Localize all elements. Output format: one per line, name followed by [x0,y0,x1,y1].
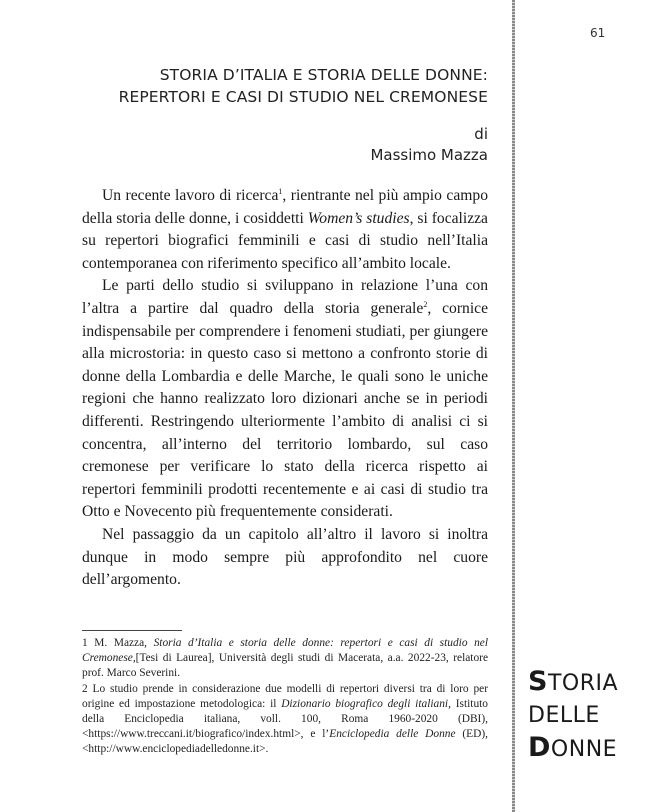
paragraph-3: Nel passaggio da un capitolo all’altro il lavoro si inoltra dunque in modo sempre più approfondito nel cuore dell’argomento. [82,525,488,589]
page-number: 61 [590,26,606,40]
article-title-line-1: STORIA D’ITALIA E STORIA DELLE DONNE: [159,66,488,84]
byline [80,124,488,166]
footnote-separator [82,630,182,631]
article-title-line-2: REPERTORI E CASI DI STUDIO NEL CREMONESE [118,88,488,106]
article-body [82,185,488,592]
footnote-ref-1[interactable]: 1 [278,186,283,196]
logo-line-2: DELLE [528,703,600,728]
page-edge-rule [512,0,515,812]
logo-line-1: STORIA [528,666,619,697]
byline-di: di [474,125,488,143]
footnote-1: 1 M. Mazza, Storia d’Italia e storia delle donne: repertori e casi di studio nel Cremonese,[Tesi di Laurea], Università degli studi di Macerata, a.a. 2022-23, relatore prof. Marco Severini. [82,637,489,680]
logo-line-3: DONNE [528,732,618,763]
paragraph-1: Un recente lavoro di ricerca$^1$, rientrante nel più ampio campo della storia delle donne, i cosiddetti Women’s studies, si focalizza su repertori biografici femminili e casi di studio nell’Italia contemporanea con riferimento specifico all’ambito locale. [82,186,488,272]
footnotes [82,636,488,758]
footnote-ref-2[interactable]: 2 [423,299,428,309]
author-name: Massimo Mazza [370,146,488,164]
footnote-2: 2 Lo studio prende in considerazione due modelli di repertori diversi tra di loro per origine ed impostazione metodologica: il Dizionario biografico degli italiani, Istituto della Enciclopedia italiana, voll. 100, Roma 1960-2020 (DBI), <https://www.treccani.it/biografico/index.html>, e l’Enciclopedia delle Donne (ED), <http://www.enciclopediadelledonne.it>. [82,682,489,756]
journal-logo [528,666,638,766]
paragraph-2: Le parti dello studio si sviluppano in relazione l’una con l’altra a partire dal quadro della storia generale$^2$, cornice indispensabile per comprendere i fenomeni studiati, per giungere alla microstoria: in questo caso si mettono a confronto storie di donne della Lombardia e delle Marche, le quali sono le uniche regioni che hanno realizzato loro dizionari anche se in periodi differenti. Restringendo ulteriormente l’ambito di analisi ci si concentra, all’interno del territorio lombardo, sul caso cremonese per verificare lo stato della ricerca rispetto ai repertori femminili prodotti recentemente e ai casi di studio tra Otto e Novecento più frequentemente considerati. [82,277,489,521]
article-title [80,64,488,108]
